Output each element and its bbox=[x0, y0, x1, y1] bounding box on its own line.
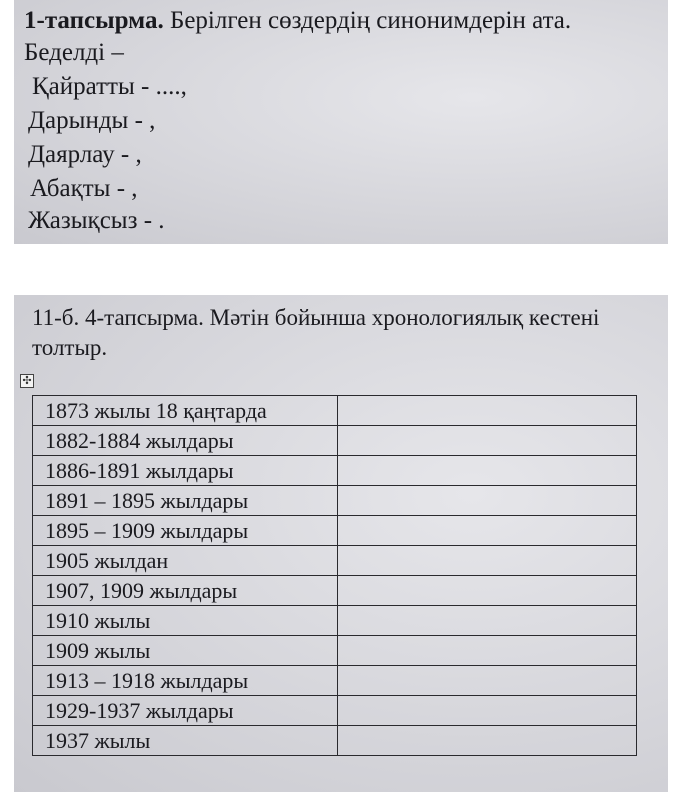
date-cell: 1891 – 1895 жылдары bbox=[33, 486, 338, 516]
table-row bbox=[33, 636, 637, 666]
task1-sheet bbox=[14, 0, 668, 244]
table-row bbox=[33, 396, 637, 426]
table-row bbox=[33, 486, 637, 516]
table-row bbox=[33, 516, 637, 546]
word-item: Даярлау - , bbox=[28, 141, 142, 168]
date-cell: 1910 жылы bbox=[33, 606, 338, 636]
date-cell: 1913 – 1918 жылдары bbox=[33, 666, 338, 696]
date-cell: 1882-1884 жылдары bbox=[33, 426, 338, 456]
answer-cell[interactable] bbox=[338, 486, 637, 516]
answer-cell[interactable] bbox=[338, 456, 637, 486]
task2-sheet bbox=[14, 295, 668, 792]
word-item: Қайратты - ...., bbox=[32, 73, 187, 100]
answer-cell[interactable] bbox=[338, 696, 637, 726]
date-cell: 1895 – 1909 жылдары bbox=[33, 516, 338, 546]
chronology-table bbox=[32, 395, 637, 756]
task1-title-instruction: Берілген сөздердің синонимдерін ата. bbox=[163, 7, 572, 34]
task1-title-label: 1-тапсырма. bbox=[24, 7, 164, 34]
table-row bbox=[33, 666, 637, 696]
table-move-icon[interactable]: ✣ bbox=[20, 374, 34, 388]
answer-cell[interactable] bbox=[338, 576, 637, 606]
answer-cell[interactable] bbox=[338, 636, 637, 666]
table-row bbox=[33, 696, 637, 726]
date-cell: 1905 жылдан bbox=[33, 546, 338, 576]
table-row bbox=[33, 546, 637, 576]
answer-cell[interactable] bbox=[338, 726, 637, 756]
answer-cell[interactable] bbox=[338, 516, 637, 546]
word-item: Абақты - , bbox=[30, 175, 138, 202]
answer-cell[interactable] bbox=[338, 666, 637, 696]
table-row bbox=[33, 456, 637, 486]
date-cell: 1909 жылы bbox=[33, 636, 338, 666]
table-row bbox=[33, 606, 637, 636]
date-cell: 1886-1891 жылдары bbox=[33, 456, 338, 486]
task1-title bbox=[24, 6, 571, 36]
date-cell: 1873 жылы 18 қаңтарда bbox=[33, 396, 338, 426]
answer-cell[interactable] bbox=[338, 396, 637, 426]
word-item: Беделді – bbox=[24, 39, 124, 66]
date-cell: 1929-1937 жылдары bbox=[33, 696, 338, 726]
table-row bbox=[33, 576, 637, 606]
answer-cell[interactable] bbox=[338, 606, 637, 636]
date-cell: 1937 жылы bbox=[33, 726, 338, 756]
table-row bbox=[33, 426, 637, 456]
table-row bbox=[33, 726, 637, 756]
task2-title: 11-б. 4-тапсырма. Мәтін бойынша хронологиялық кестені толтыр. bbox=[32, 305, 600, 360]
answer-cell[interactable] bbox=[338, 546, 637, 576]
answer-cell[interactable] bbox=[338, 426, 637, 456]
word-item: Жазықсыз - . bbox=[28, 207, 165, 234]
date-cell: 1907, 1909 жылдары bbox=[33, 576, 338, 606]
word-item: Дарынды - , bbox=[28, 107, 156, 134]
